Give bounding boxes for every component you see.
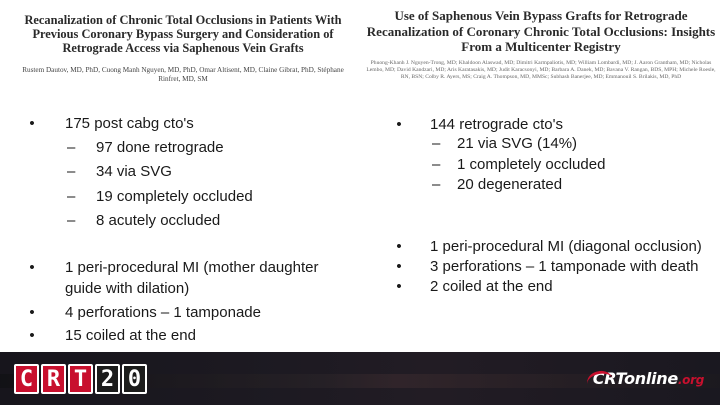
- outcome-text: 1 peri-procedural MI (mother daughter guide with dilation): [65, 259, 319, 297]
- list-item: [67, 160, 355, 184]
- sub-item-text: 20 degenerated: [457, 176, 563, 193]
- list-item: [25, 112, 355, 233]
- sub-item-text: 19 completely occluded: [96, 187, 253, 205]
- dash-icon: –: [67, 211, 76, 229]
- crtonline-logo-suffix: .org: [677, 373, 704, 387]
- crt-logo-letter: T: [68, 364, 93, 394]
- list-item: [25, 303, 355, 324]
- bullet-icon: •: [29, 115, 35, 132]
- sub-item-text: 1 completely occluded: [457, 155, 606, 173]
- sub-item-text: 97 done retrograde: [96, 139, 224, 156]
- dash-icon: –: [67, 139, 76, 156]
- list-item: [432, 155, 712, 176]
- sub-item-text: 21 via SVG (14%): [457, 135, 578, 152]
- sub-item-text: 34 via SVG: [96, 163, 172, 181]
- outcome-text: 15 coiled at the end: [65, 327, 196, 345]
- list-item: [25, 258, 355, 300]
- crt-logo-letter: C: [14, 364, 39, 394]
- footer-banner: [0, 352, 720, 405]
- bullet-icon: •: [29, 259, 35, 276]
- list-item: [392, 116, 712, 196]
- cohort-summary: 144 retrograde cto's: [430, 116, 563, 133]
- crtonline-logo-text: CRTonline: [592, 369, 678, 388]
- left-paper-authors: Rustem Dautov, MD, PhD, Cuong Manh Nguyen, MD, PhD, Omar Altisent, MD, Claine Gibrat, PhD, Stéphane Rinfret, MD, SM: [22, 66, 344, 83]
- dash-icon: –: [432, 176, 441, 193]
- right-outcomes-list: [392, 238, 712, 296]
- crt-logo-digit: 2: [95, 364, 120, 394]
- dash-icon: –: [432, 155, 441, 173]
- dash-icon: –: [432, 135, 441, 152]
- outcome-text: 1 peri-procedural MI (diagonal occlusion): [430, 238, 702, 255]
- list-item: [432, 175, 712, 196]
- dash-icon: –: [67, 187, 76, 205]
- list-item: [392, 278, 712, 296]
- outcome-text: 2 coiled at the end: [430, 278, 553, 295]
- left-outcomes-list: [25, 258, 355, 347]
- list-item: [432, 134, 712, 155]
- cohort-summary: 175 post cabg cto's: [65, 115, 194, 132]
- sub-item-text: 8 acutely occluded: [96, 211, 221, 229]
- left-cohort-list: [25, 112, 355, 233]
- right-cohort-list: [392, 116, 712, 196]
- crtonline-logo[interactable]: [593, 369, 704, 388]
- crt-logo-digit: 0: [122, 364, 147, 394]
- cohort-sublist: [432, 134, 712, 196]
- bullet-icon: •: [396, 258, 402, 275]
- list-item: [392, 238, 712, 256]
- bullet-icon: •: [396, 278, 402, 295]
- outcome-text: 4 perforations – 1 tamponade: [65, 303, 261, 321]
- outcome-text: 3 perforations – 1 tamponade with death: [430, 258, 699, 275]
- list-item: [25, 326, 355, 347]
- list-item: [392, 258, 712, 276]
- crt-logo[interactable]: [14, 364, 147, 394]
- list-item: [67, 136, 355, 160]
- left-paper-title: Recanalization of Chronic Total Occlusions in Patients With Previous Coronary Bypass Surgery and Consideration of Retrograde Access via Saphenous Vein Grafts: [24, 13, 342, 55]
- list-item: [67, 209, 355, 233]
- bullet-icon: •: [396, 238, 402, 255]
- right-paper-authors: Phuong-Khanh J. Nguyen-Trong, MD; Khaldoon Alaswad, MD; Dimitri Karmpaliotis, MD; William Lombardi, MD; J. Aaron Grantham, MD; Nicholas Lembo, MD; David Kandzari, MD; Aris Karatasakis, MD; Judit Karacsonyi, MD; Barbara A. Danek, MD; Bavana V. Rangan, BDS, MPH; Michele Roesle, RN, BSN; Colby R. Ayers, MS; Craig A. Thompson, MD, MMSc; Subhash Banerjee, MD; Emmanouil S. Brilakis, MD, PhD: [366, 60, 716, 80]
- bullet-icon: •: [29, 303, 35, 321]
- dash-icon: –: [67, 163, 76, 181]
- crt-logo-letter: R: [41, 364, 66, 394]
- bullet-icon: •: [29, 327, 35, 345]
- bullet-icon: •: [396, 116, 402, 133]
- cohort-sublist: [67, 136, 355, 233]
- list-item: [67, 185, 355, 209]
- right-paper-title: Use of Saphenous Vein Bypass Grafts for Retrograde Recanalization of Coronary Chronic Total Occlusions: Insights From a Multicenter Registry: [366, 8, 716, 55]
